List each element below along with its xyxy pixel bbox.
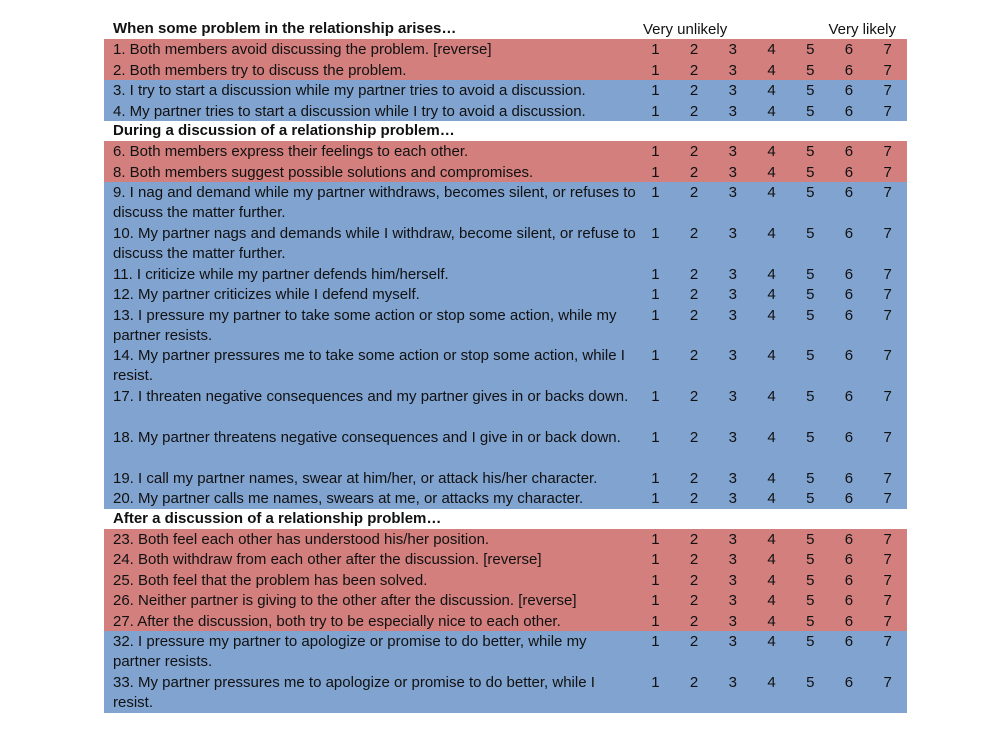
- rating-option[interactable]: 2: [689, 388, 699, 406]
- item-text: 9. I nag and demand while my partner withdraws, becomes silent, or refuses to discuss the matter further.: [113, 184, 636, 221]
- rating-option[interactable]: 7: [883, 184, 892, 201]
- rating-scale: [636, 39, 907, 60]
- rating-scale: [636, 549, 907, 570]
- rating-option[interactable]: 5: [806, 41, 815, 58]
- rating-option[interactable]: 3: [728, 286, 737, 304]
- item-row: [104, 182, 907, 223]
- rating-option[interactable]: 1: [651, 286, 660, 304]
- rating-option[interactable]: 2: [689, 490, 699, 508]
- rating-option[interactable]: 3: [728, 306, 737, 324]
- rating-option[interactable]: 1: [651, 428, 660, 446]
- rating-option[interactable]: 1: [651, 265, 660, 283]
- rating-option[interactable]: 7: [883, 674, 892, 692]
- rating-option[interactable]: 5: [806, 388, 815, 406]
- rating-scale: [636, 162, 907, 183]
- rating-option[interactable]: 3: [728, 224, 737, 242]
- rating-option[interactable]: 3: [728, 469, 737, 487]
- rating-option[interactable]: 4: [767, 265, 776, 283]
- rating-option[interactable]: 7: [883, 102, 892, 120]
- rating-option[interactable]: 1: [651, 674, 660, 692]
- rating-option[interactable]: 4: [767, 530, 776, 548]
- rating-option[interactable]: 2: [689, 82, 699, 99]
- rating-option[interactable]: 6: [844, 388, 854, 406]
- rating-option[interactable]: 2: [689, 61, 699, 79]
- rating-option[interactable]: 2: [689, 551, 699, 569]
- item-text: 23. Both feel each other has understood his/her position.: [113, 530, 490, 548]
- rating-option[interactable]: 5: [806, 469, 815, 487]
- rating-option[interactable]: 1: [651, 102, 660, 120]
- rating-option[interactable]: 5: [806, 551, 815, 569]
- rating-option[interactable]: 4: [767, 143, 776, 160]
- rating-option[interactable]: 4: [767, 224, 776, 242]
- rating-option[interactable]: 4: [767, 184, 776, 201]
- rating-option[interactable]: 6: [844, 428, 854, 446]
- rating-option[interactable]: 7: [883, 163, 892, 181]
- rating-option[interactable]: 7: [883, 224, 892, 242]
- rating-option[interactable]: 6: [844, 184, 854, 201]
- rating-option[interactable]: 7: [883, 490, 892, 508]
- rating-option[interactable]: 7: [883, 571, 892, 589]
- rating-option[interactable]: 1: [651, 592, 660, 610]
- rating-option[interactable]: 7: [883, 612, 892, 630]
- rating-scale: [636, 386, 907, 407]
- rating-option[interactable]: 3: [728, 388, 737, 406]
- rating-option[interactable]: 2: [689, 469, 699, 487]
- rating-option[interactable]: 6: [844, 61, 854, 79]
- rating-option[interactable]: 6: [844, 306, 854, 324]
- section-title: During a discussion of a relationship problem…: [113, 122, 455, 139]
- rating-option[interactable]: 3: [728, 61, 737, 79]
- section-title: After a discussion of a relationship problem…: [113, 509, 442, 527]
- rating-option[interactable]: 2: [689, 530, 699, 548]
- rating-option[interactable]: 6: [844, 163, 854, 181]
- rating-scale: [636, 264, 907, 285]
- rating-option[interactable]: 6: [844, 224, 854, 242]
- rating-option[interactable]: 1: [651, 469, 660, 487]
- rating-option[interactable]: 2: [689, 674, 699, 692]
- rating-option[interactable]: 6: [844, 612, 854, 630]
- rating-scale: [636, 488, 907, 509]
- rating-option[interactable]: 2: [689, 41, 699, 58]
- rating-scale: [636, 80, 907, 101]
- rating-scale: [636, 223, 907, 244]
- rating-option[interactable]: 4: [767, 592, 776, 610]
- item-row: [104, 162, 907, 183]
- rating-option[interactable]: 3: [728, 612, 737, 630]
- rating-option[interactable]: 2: [689, 306, 699, 324]
- rating-option[interactable]: 1: [651, 633, 660, 651]
- item-row: [104, 590, 907, 611]
- rating-option[interactable]: 3: [728, 530, 737, 548]
- rating-option[interactable]: 5: [806, 184, 815, 201]
- item-row: [104, 488, 907, 509]
- rating-option[interactable]: 4: [767, 61, 776, 79]
- rating-option[interactable]: 5: [806, 571, 815, 589]
- rating-option[interactable]: 4: [767, 286, 776, 304]
- item-text: 6. Both members express their feelings to each other.: [113, 143, 469, 160]
- item-row: [104, 345, 907, 386]
- item-row: [104, 141, 907, 162]
- item-row: [104, 223, 907, 264]
- rating-option[interactable]: 7: [883, 592, 892, 610]
- rating-option[interactable]: 1: [651, 184, 660, 201]
- item-row: [104, 427, 907, 468]
- rating-option[interactable]: 5: [806, 82, 815, 99]
- rating-option[interactable]: 6: [844, 633, 854, 651]
- rating-option[interactable]: 2: [689, 163, 699, 181]
- rating-option[interactable]: 1: [651, 82, 660, 99]
- rating-scale: [636, 305, 907, 326]
- section-title: When some problem in the relationship arises…: [113, 20, 457, 37]
- rating-option[interactable]: 2: [689, 184, 699, 201]
- item-text: 14. My partner pressures me to take some action or stop some action, while I resist.: [113, 347, 625, 385]
- rating-option[interactable]: 7: [883, 633, 892, 651]
- rating-option[interactable]: 1: [651, 61, 660, 79]
- rating-scale: [636, 611, 907, 632]
- rating-option[interactable]: 4: [767, 82, 776, 99]
- rating-option[interactable]: 3: [728, 571, 737, 589]
- rating-option[interactable]: 2: [689, 612, 699, 630]
- rating-option[interactable]: 5: [806, 674, 815, 692]
- item-row: [104, 101, 907, 122]
- rating-scale: [636, 427, 907, 448]
- rating-option[interactable]: 6: [844, 286, 854, 304]
- rating-option[interactable]: 3: [728, 184, 737, 201]
- rating-option[interactable]: 4: [767, 490, 776, 508]
- rating-option[interactable]: 7: [883, 265, 892, 283]
- item-text: 17. I threaten negative consequences and my partner gives in or backs down.: [113, 388, 629, 406]
- rating-option[interactable]: 1: [651, 224, 660, 242]
- rating-option[interactable]: 7: [883, 428, 892, 446]
- item-text: 19. I call my partner names, swear at him/her, or attack his/her character.: [113, 469, 598, 487]
- rating-option[interactable]: 2: [689, 265, 699, 283]
- item-row: [104, 60, 907, 81]
- rating-option[interactable]: 5: [806, 286, 815, 304]
- scale-high-label: Very likely: [828, 21, 896, 38]
- rating-option[interactable]: 7: [883, 143, 892, 160]
- rating-option[interactable]: 5: [806, 530, 815, 548]
- rating-option[interactable]: 1: [651, 490, 660, 508]
- rating-option[interactable]: 2: [689, 286, 699, 304]
- rating-option[interactable]: 5: [806, 265, 815, 283]
- rating-option[interactable]: 1: [651, 530, 660, 548]
- rating-scale: [636, 345, 907, 366]
- item-text: 33. My partner pressures me to apologize or promise to do better, while I resist.: [113, 674, 595, 712]
- rating-option[interactable]: 5: [806, 143, 815, 160]
- rating-option[interactable]: 6: [844, 265, 854, 283]
- rating-scale: [636, 468, 907, 489]
- rating-option[interactable]: 6: [844, 674, 854, 692]
- rating-option[interactable]: 1: [651, 551, 660, 569]
- item-text: 10. My partner nags and demands while I withdraw, become silent, or refuse to discuss the matter further.: [113, 224, 636, 262]
- rating-option[interactable]: 2: [689, 633, 699, 651]
- rating-option[interactable]: 4: [767, 388, 776, 406]
- rating-option[interactable]: 2: [689, 592, 699, 610]
- item-text: 2. Both members try to discuss the problem.: [113, 61, 407, 79]
- rating-option[interactable]: 6: [844, 490, 854, 508]
- questionnaire-table: [104, 19, 907, 713]
- rating-option[interactable]: 4: [767, 612, 776, 630]
- rating-option[interactable]: 3: [728, 674, 737, 692]
- rating-option[interactable]: 3: [728, 82, 737, 99]
- rating-option[interactable]: 7: [883, 306, 892, 324]
- item-row: [104, 468, 907, 489]
- rating-option[interactable]: 2: [689, 347, 699, 365]
- rating-option[interactable]: 1: [651, 143, 660, 160]
- item-text: 3. I try to start a discussion while my partner tries to avoid a discussion.: [113, 82, 586, 99]
- item-text: 4. My partner tries to start a discussion while I try to avoid a discussion.: [113, 102, 586, 120]
- rating-option[interactable]: 4: [767, 674, 776, 692]
- rating-option[interactable]: 4: [767, 428, 776, 446]
- rating-option[interactable]: 7: [883, 347, 892, 365]
- rating-option[interactable]: 7: [883, 388, 892, 406]
- rating-option[interactable]: 3: [728, 265, 737, 283]
- rating-option[interactable]: 6: [844, 143, 854, 160]
- rating-scale: [636, 570, 907, 591]
- item-text: 20. My partner calls me names, swears at me, or attacks my character.: [113, 490, 584, 508]
- rating-option[interactable]: 5: [806, 592, 815, 610]
- rating-scale: [636, 141, 907, 162]
- rating-option[interactable]: 1: [651, 347, 660, 365]
- rating-option[interactable]: 5: [806, 428, 815, 446]
- item-text: 25. Both feel that the problem has been solved.: [113, 571, 428, 589]
- rating-option[interactable]: 1: [651, 571, 660, 589]
- rating-option[interactable]: 5: [806, 612, 815, 630]
- item-text: 27. After the discussion, both try to be especially nice to each other.: [113, 612, 561, 630]
- rating-option[interactable]: 1: [651, 41, 660, 58]
- rating-scale: [636, 182, 907, 203]
- rating-option[interactable]: 7: [883, 82, 892, 99]
- item-text: 11. I criticize while my partner defends him/herself.: [113, 265, 449, 283]
- rating-option[interactable]: 2: [689, 571, 699, 589]
- rating-option[interactable]: 3: [728, 490, 737, 508]
- rating-option[interactable]: 4: [767, 551, 776, 569]
- item-row: [104, 305, 907, 346]
- rating-option[interactable]: 6: [844, 592, 854, 610]
- item-row: [104, 284, 907, 305]
- rating-option[interactable]: 7: [883, 469, 892, 487]
- rating-option[interactable]: 5: [806, 61, 815, 79]
- rating-option[interactable]: 4: [767, 347, 776, 365]
- rating-option[interactable]: 1: [651, 163, 660, 181]
- item-row: [104, 39, 907, 60]
- rating-option[interactable]: 6: [844, 469, 854, 487]
- item-row: [104, 611, 907, 632]
- rating-option[interactable]: 4: [767, 41, 776, 58]
- section-row: [104, 509, 907, 529]
- rating-scale: [636, 590, 907, 611]
- rating-option[interactable]: 5: [806, 224, 815, 242]
- rating-option[interactable]: 5: [806, 490, 815, 508]
- rating-option[interactable]: 5: [806, 102, 815, 120]
- rating-option[interactable]: 4: [767, 163, 776, 181]
- rating-option[interactable]: 2: [689, 143, 699, 160]
- rating-option[interactable]: 2: [689, 224, 699, 242]
- rating-option[interactable]: 4: [767, 102, 776, 120]
- rating-option[interactable]: 4: [767, 469, 776, 487]
- rating-option[interactable]: 6: [844, 102, 854, 120]
- rating-option[interactable]: 7: [883, 41, 892, 58]
- item-row: [104, 549, 907, 570]
- rating-option[interactable]: 5: [806, 347, 815, 365]
- rating-option[interactable]: 4: [767, 306, 776, 324]
- rating-option[interactable]: 6: [844, 530, 854, 548]
- item-text: 32. I pressure my partner to apologize or promise to do better, while my partner resists.: [113, 633, 587, 671]
- item-text: 24. Both withdraw from each other after the discussion. [reverse]: [113, 551, 542, 569]
- rating-option[interactable]: 6: [844, 41, 854, 58]
- rating-option[interactable]: 2: [689, 102, 699, 120]
- header-row: [104, 19, 907, 39]
- rating-option[interactable]: 3: [728, 102, 737, 120]
- item-text: 26. Neither partner is giving to the other after the discussion. [reverse]: [113, 592, 577, 610]
- item-text: 13. I pressure my partner to take some action or stop some action, while my partner resists.: [113, 306, 617, 344]
- item-text: 12. My partner criticizes while I defend myself.: [113, 286, 420, 304]
- rating-option[interactable]: 3: [728, 633, 737, 651]
- rating-option[interactable]: 7: [883, 551, 892, 569]
- rating-option[interactable]: 5: [806, 306, 815, 324]
- rating-option[interactable]: 6: [844, 347, 854, 365]
- scale-low-label: Very unlikely: [643, 21, 728, 38]
- section-3-items: [104, 529, 907, 713]
- section-2-items: [104, 141, 907, 509]
- item-row: [104, 631, 907, 672]
- rating-option[interactable]: 3: [728, 347, 737, 365]
- item-text: 1. Both members avoid discussing the problem. [reverse]: [113, 41, 492, 58]
- rating-option[interactable]: 5: [806, 163, 815, 181]
- rating-scale: [636, 631, 907, 652]
- rating-option[interactable]: 6: [844, 82, 854, 99]
- rating-option[interactable]: 3: [728, 41, 737, 58]
- rating-option[interactable]: 1: [651, 388, 660, 406]
- rating-scale: [636, 529, 907, 550]
- rating-option[interactable]: 4: [767, 633, 776, 651]
- rating-option[interactable]: 7: [883, 530, 892, 548]
- item-row: [104, 386, 907, 427]
- item-row: [104, 570, 907, 591]
- rating-option[interactable]: 6: [844, 551, 854, 569]
- rating-option[interactable]: 7: [883, 61, 892, 79]
- rating-option[interactable]: 1: [651, 306, 660, 324]
- item-row: [104, 80, 907, 101]
- rating-option[interactable]: 3: [728, 163, 737, 181]
- rating-scale: [636, 284, 907, 305]
- rating-option[interactable]: 4: [767, 571, 776, 589]
- rating-option[interactable]: 3: [728, 428, 737, 446]
- section-row: [104, 121, 907, 141]
- section-1-items: [104, 39, 907, 121]
- item-text: 18. My partner threatens negative consequences and I give in or back down.: [113, 428, 621, 446]
- rating-option[interactable]: 7: [883, 286, 892, 304]
- rating-option[interactable]: 5: [806, 633, 815, 651]
- rating-option[interactable]: 2: [689, 428, 699, 446]
- item-row: [104, 672, 907, 713]
- item-row: [104, 264, 907, 285]
- rating-option[interactable]: 3: [728, 143, 737, 160]
- rating-option[interactable]: 6: [844, 571, 854, 589]
- item-row: [104, 529, 907, 550]
- scale-anchors: [636, 19, 907, 39]
- rating-option[interactable]: 1: [651, 612, 660, 630]
- rating-option[interactable]: 3: [728, 551, 737, 569]
- rating-option[interactable]: 3: [728, 592, 737, 610]
- rating-scale: [636, 60, 907, 81]
- rating-scale: [636, 101, 907, 122]
- rating-scale: [636, 672, 907, 693]
- item-text: 8. Both members suggest possible solutions and compromises.: [113, 163, 534, 181]
